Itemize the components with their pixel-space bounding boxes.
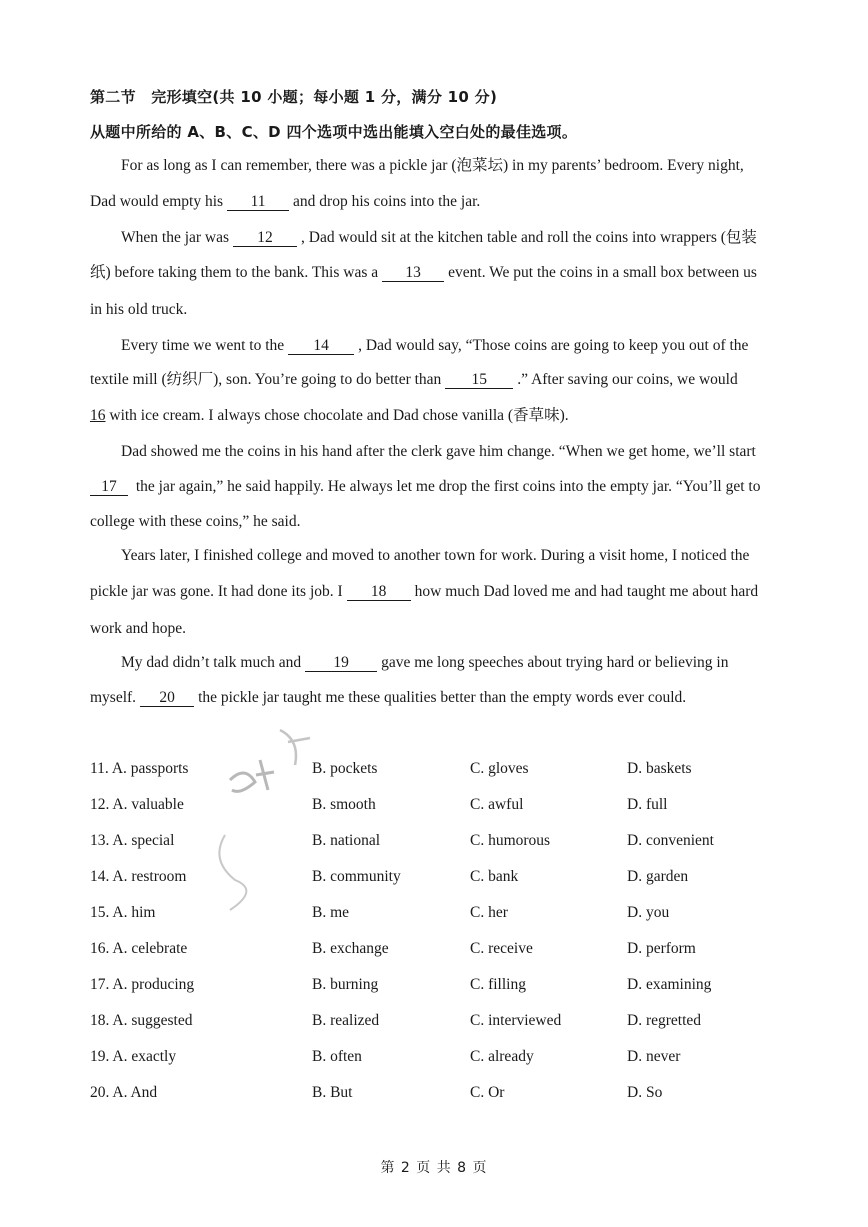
option-c: C. already [470,1048,534,1065]
option-d: D. convenient [627,832,714,849]
option-a: 17. A. producing [90,976,195,993]
blank-15: 15 [445,372,513,389]
passage-line: work and hope. [90,620,186,637]
blank-14: 14 [288,338,354,355]
option-c: C. gloves [470,760,529,777]
blank-18: 18 [347,584,411,601]
blank-12: 12 [233,230,297,247]
passage-line: Dad showed me the coins in his hand after the clerk gave him change. “When we get home, we’ll start [121,443,756,460]
option-a: 15. A. him [90,904,156,921]
passage-line: myself. 20 the pickle jar taught me these qualities better than the empty words ever could. [90,689,687,706]
option-b: B. realized [312,1012,380,1029]
option-a: 14. A. restroom [90,868,187,885]
option-b: B. national [312,832,381,849]
passage-line: My dad didn’t talk much and 19 gave me long speeches about trying hard or believing in [121,654,729,671]
section-instruction: 从题中所给的 A、B、C、D 四个选项中选出能填入空白处的最佳选项。 [90,123,578,141]
passage-line: 纸) before taking them to the bank. This was a 13 event. We put the coins in a small box between us [90,264,757,281]
option-row-20 [90,1084,790,1106]
passage-line: For as long as I can remember, there was a pickle jar (泡菜坛) in my parents’ bedroom. Every night, [121,157,744,174]
option-d: D. examining [627,976,712,993]
option-row-15 [90,904,790,926]
option-b: B. smooth [312,796,376,813]
option-d: D. perform [627,940,696,957]
passage-line: When the jar was 12 , Dad would sit at the kitchen table and roll the coins into wrappers (包装 [121,229,757,246]
passage-line: in his old truck. [90,301,188,318]
passage-line: 16 with ice cream. I always chose chocolate and Dad chose vanilla (香草味). [90,407,569,424]
passage-line: Years later, I finished college and moved to another town for work. During a visit home, I noticed the [121,547,750,564]
option-a: 11. A. passports [90,760,189,777]
blank-17: 17 [90,479,128,496]
option-row-14 [90,868,790,890]
blank-16: 16 [90,407,106,424]
option-row-13 [90,832,790,854]
blank-19: 19 [305,655,377,672]
page-number: 第 2 页 共 8 页 [380,1160,488,1176]
option-a: 18. A. suggested [90,1012,193,1029]
passage-line: pickle jar was gone. It had done its job. I 18 how much Dad loved me and had taught me about hard [90,583,759,600]
option-a: 19. A. exactly [90,1048,177,1065]
option-d: D. So [627,1084,663,1101]
option-c: C. humorous [470,832,551,849]
passage-line: Dad would empty his 11 and drop his coins into the jar. [90,193,481,210]
option-c: C. bank [470,868,519,885]
option-row-17 [90,976,790,998]
option-b: B. exchange [312,940,389,957]
option-a: 13. A. special [90,832,175,849]
option-row-11 [90,760,790,782]
option-c: C. receive [470,940,533,957]
option-d: D. baskets [627,760,692,777]
blank-13: 13 [382,265,444,282]
option-row-12 [90,796,790,818]
option-d: D. garden [627,868,689,885]
passage-line: 17 the jar again,” he said happily. He always let me drop the first coins into the empty jar. “You’ll get to [90,477,782,497]
option-row-19 [90,1048,790,1070]
option-c: C. awful [470,796,524,813]
option-a: 12. A. valuable [90,796,184,813]
option-b: B. But [312,1084,353,1101]
faint-stamp-mark [210,720,350,920]
blank-11: 11 [227,194,289,211]
blank-20: 20 [140,690,194,707]
option-c: C. Or [470,1084,505,1101]
option-d: D. never [627,1048,681,1065]
option-a: 16. A. celebrate [90,940,188,957]
option-c: C. her [470,904,508,921]
option-c: C. interviewed [470,1012,562,1029]
option-b: B. often [312,1048,362,1065]
passage-line: college with these coins,” he said. [90,513,301,530]
option-b: B. pockets [312,760,378,777]
option-b: B. burning [312,976,379,993]
option-d: D. you [627,904,670,921]
option-row-16 [90,940,790,962]
option-d: D. regretted [627,1012,702,1029]
option-b: B. community [312,868,401,885]
option-c: C. filling [470,976,526,993]
option-row-18 [90,1012,790,1034]
option-d: D. full [627,796,668,813]
passage-line: textile mill (纺织厂), son. You’re going to do better than 15 .” After saving our coins, we would [90,371,738,388]
section-title: 第二节 完形填空(共 10 小题；每小题 1 分，满分 10 分) [90,88,498,106]
option-a: 20. A. And [90,1084,158,1101]
passage-line: Every time we went to the 14 , Dad would say, “Those coins are going to keep you out of the [121,337,749,354]
option-b: B. me [312,904,350,921]
